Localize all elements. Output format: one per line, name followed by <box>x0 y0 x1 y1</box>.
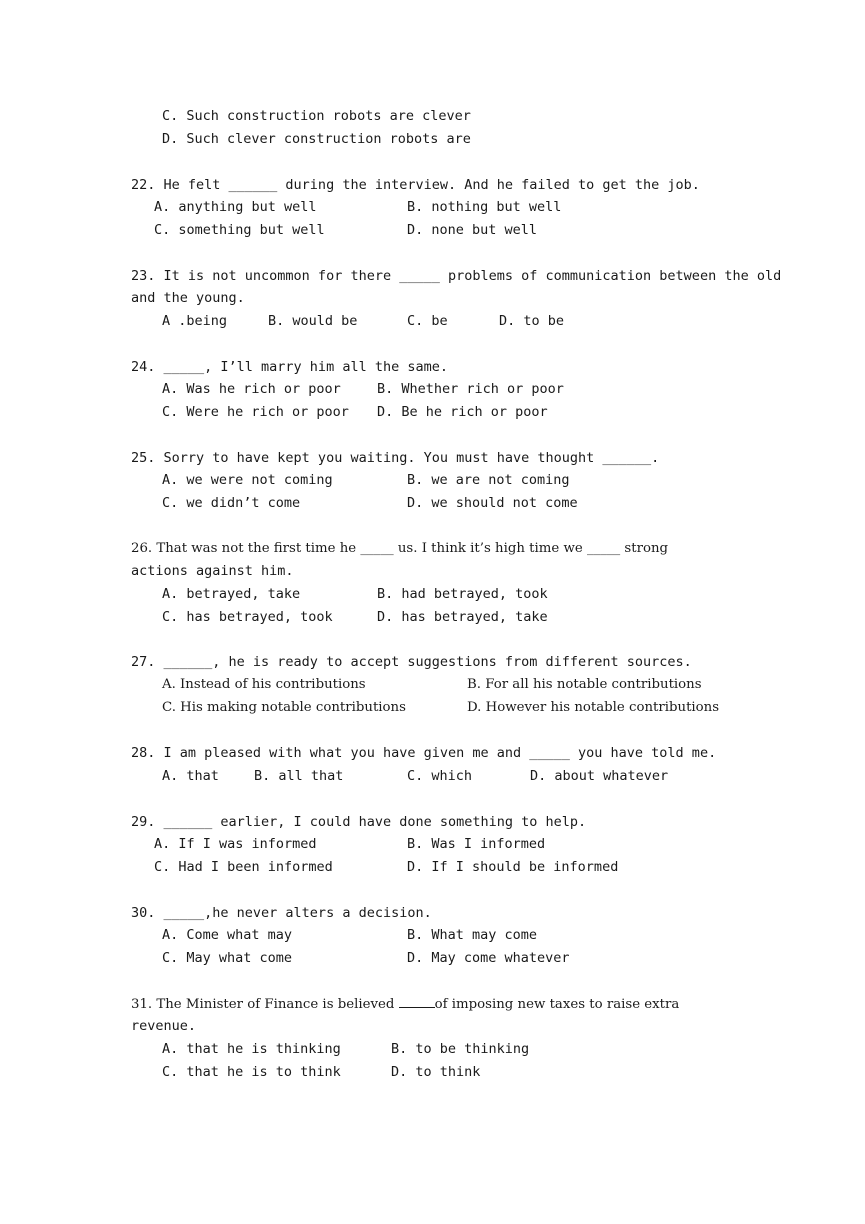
q28-option-a: A. that <box>162 768 219 784</box>
q22-stem: 22. He felt ______ during the interview. And he failed to get the job. <box>131 177 700 193</box>
q31-stem-line2: revenue. <box>131 1018 197 1034</box>
q25-option-a: A. we were not coming <box>162 472 333 488</box>
q25-option-c: C. we didn’t come <box>162 495 301 511</box>
q26-option-d: D. has betrayed, take <box>377 609 548 625</box>
q24-option-a: A. Was he rich or poor <box>162 381 341 397</box>
q24-option-b: B. Whether rich or poor <box>377 381 564 397</box>
q26-option-c: C. has betrayed, took <box>162 609 333 625</box>
q21-option-d: D. Such clever construction robots are <box>162 131 471 147</box>
q21-option-c: C. Such construction robots are clever <box>162 108 471 124</box>
q27-stem: 27. ______, he is ready to accept suggestions from different sources. <box>131 654 692 670</box>
q31-stem-part2: of imposing new taxes to raise extra <box>434 997 680 1012</box>
q28-stem: 28. I am pleased with what you have given me and _____ you have told me. <box>131 745 717 761</box>
q28-option-c: C. which <box>407 768 473 784</box>
q24-stem: 24. _____, I’ll marry him all the same. <box>131 359 448 375</box>
q26-stem-line1: 26. That was not the first time he _____ us. I think it’s high time we _____ strong <box>131 541 669 556</box>
q30-option-c: C. May what come <box>162 950 293 966</box>
q31-stem-line1 <box>131 995 679 1014</box>
q27-option-a: A. Instead of his contributions <box>162 677 366 692</box>
q23-option-d: D. to be <box>499 313 565 329</box>
q22-option-a: A. anything but well <box>154 199 317 215</box>
q31-blank <box>399 995 435 1008</box>
q31-option-a: A. that he is thinking <box>162 1041 341 1057</box>
q31-option-b: B. to be thinking <box>391 1041 530 1057</box>
q26-option-b: B. had betrayed, took <box>377 586 548 602</box>
q27-option-c: C. His making notable contributions <box>162 700 406 715</box>
q31-option-d: D. to think <box>391 1064 481 1080</box>
q22-option-b: B. nothing but well <box>407 199 562 215</box>
q29-option-a: A. If I was informed <box>154 836 317 852</box>
q25-option-b: B. we are not coming <box>407 472 570 488</box>
q28-option-b: B. all that <box>254 768 344 784</box>
q23-stem-line2: and the young. <box>131 290 245 306</box>
q22-option-d: D. none but well <box>407 222 538 238</box>
q25-option-d: D. we should not come <box>407 495 578 511</box>
q23-stem-line1: 23. It is not uncommon for there _____ problems of communication between the old <box>131 268 782 284</box>
q24-option-d: D. Be he rich or poor <box>377 404 548 420</box>
q30-option-b: B. What may come <box>407 927 538 943</box>
q31-option-c: C. that he is to think <box>162 1064 341 1080</box>
q29-option-d: D. If I should be informed <box>407 859 619 875</box>
q30-option-d: D. May come whatever <box>407 950 570 966</box>
q26-option-a: A. betrayed, take <box>162 586 301 602</box>
q29-option-b: B. Was I informed <box>407 836 546 852</box>
q23-option-a: A .being <box>162 313 228 329</box>
q28-option-d: D. about whatever <box>530 768 669 784</box>
q30-stem: 30. _____,he never alters a decision. <box>131 905 432 921</box>
q23-option-c: C. be <box>407 313 448 329</box>
q29-stem: 29. ______ earlier, I could have done something to help. <box>131 814 587 830</box>
q22-option-c: C. something but well <box>154 222 325 238</box>
q26-stem-line2: actions against him. <box>131 563 294 579</box>
q29-option-c: C. Had I been informed <box>154 859 333 875</box>
q24-option-c: C. Were he rich or poor <box>162 404 349 420</box>
q27-option-d: D. However his notable contributions <box>467 700 720 715</box>
q30-option-a: A. Come what may <box>162 927 293 943</box>
q27-option-b: B. For all his notable contributions <box>467 677 702 692</box>
q25-stem: 25. Sorry to have kept you waiting. You must have thought ______. <box>131 450 660 466</box>
q31-stem-part1: 31. The Minister of Finance is believed <box>131 997 399 1012</box>
q23-option-b: B. would be <box>268 313 358 329</box>
